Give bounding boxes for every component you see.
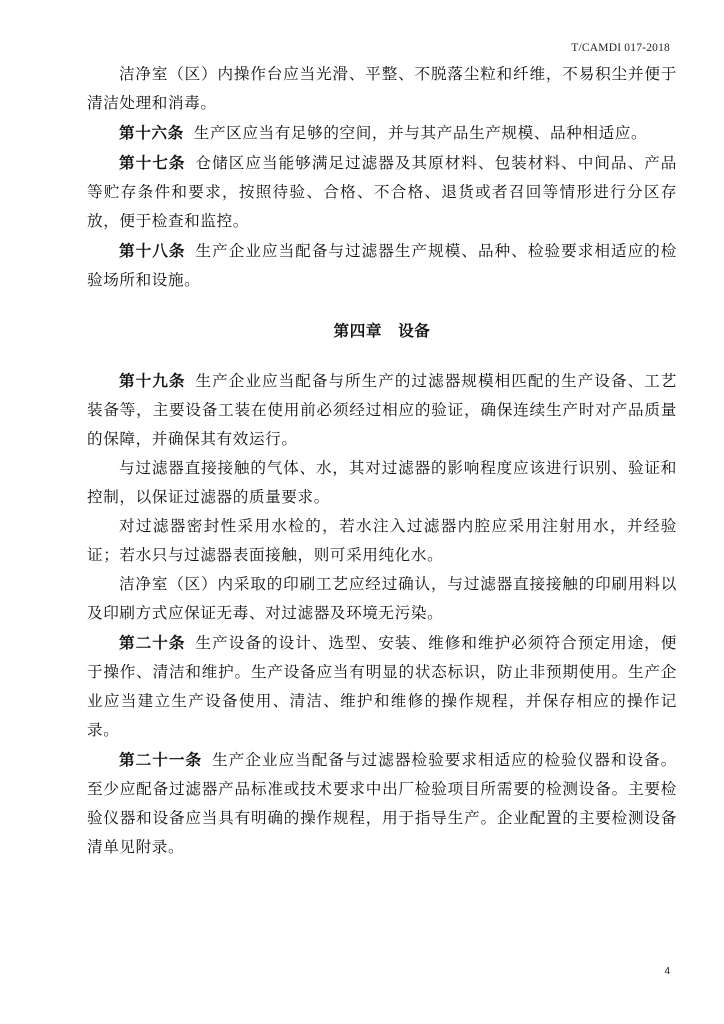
document-body — [87, 60, 677, 862]
paragraph-text: 洁净室（区）内采取的印刷工艺应经过确认，与过滤器直接接触的印刷用料以及印刷方式应保证无毒、对过滤器及环境无污染。 — [87, 575, 677, 622]
paragraph-gas-water — [87, 454, 677, 512]
chapter-heading — [87, 316, 677, 345]
chapter-title: 设备 — [398, 321, 431, 340]
article-20 — [87, 628, 677, 745]
article-number: 第十七条 — [119, 153, 186, 172]
paragraph-text: 洁净室（区）内操作台应当光滑、平整、不脱落尘粒和纤维，不易积尘并便于清洁处理和消毒。 — [87, 65, 677, 112]
document-code: T/CAMDI 017-2018 — [571, 42, 670, 54]
paragraph-text: 生产设备的设计、选型、安装、维修和维护必须符合预定用途，便于操作、清洁和维护。生产设备应当有明显的状态标识，防止非预期使用。生产企业应当建立生产设备使用、清洁、维护和维修的操作规程，并保存相应的操作记录。 — [87, 634, 677, 739]
article-18 — [87, 236, 677, 295]
paragraph-text: 生产企业应当配备与过滤器生产规模、品种、检验要求相适应的检验场所和设施。 — [87, 242, 677, 289]
chapter-number: 第四章 — [333, 321, 383, 340]
paragraph-text: 生产企业应当配备与所生产的过滤器规模相匹配的生产设备、工艺装备等，主要设备工装在使用前必须经过相应的验证，确保连续生产时对产品质量的保障，并确保其有效运行。 — [87, 372, 677, 448]
article-number: 第十八条 — [119, 241, 186, 260]
paragraph-water-test — [87, 512, 677, 570]
article-number: 第二十一条 — [119, 750, 203, 769]
article-number: 第十九条 — [119, 371, 186, 390]
paragraph-text: 对过滤器密封性采用水检的，若水注入过滤器内腔应采用注射用水，并经验证；若水只与过滤器表面接触，则可采用纯化水。 — [87, 517, 677, 564]
paragraph-printing — [87, 570, 677, 628]
article-16 — [87, 118, 677, 148]
article-number: 第二十条 — [119, 633, 186, 652]
paragraph-text: 生产区应当有足够的空间，并与其产品生产规模、品种相适应。 — [193, 124, 648, 142]
article-number: 第十六条 — [119, 123, 184, 142]
article-21 — [87, 745, 677, 862]
paragraph-text: 仓储区应当能够满足过滤器及其原材料、包装材料、中间品、产品等贮存条件和要求，按照待验、合格、不合格、退货或者召回等情形进行分区存放，便于检查和监控。 — [87, 154, 677, 230]
article-19 — [87, 366, 677, 454]
page-number: 4 — [664, 966, 670, 977]
article-17 — [87, 148, 677, 236]
paragraph-text: 生产企业应当配备与过滤器检验要求相适应的检验仪器和设备。至少应配备过滤器产品标准或技术要求中出厂检验项目所需要的检测设备。主要检验仪器和设备应当具有明确的操作规程，用于指导生产。企业配置的主要检测设备清单见附录。 — [87, 751, 677, 856]
paragraph-text: 与过滤器直接接触的气体、水，其对过滤器的影响程度应该进行识别、验证和控制，以保证过滤器的质量要求。 — [87, 459, 677, 506]
paragraph-cleanroom-bench — [87, 60, 677, 118]
